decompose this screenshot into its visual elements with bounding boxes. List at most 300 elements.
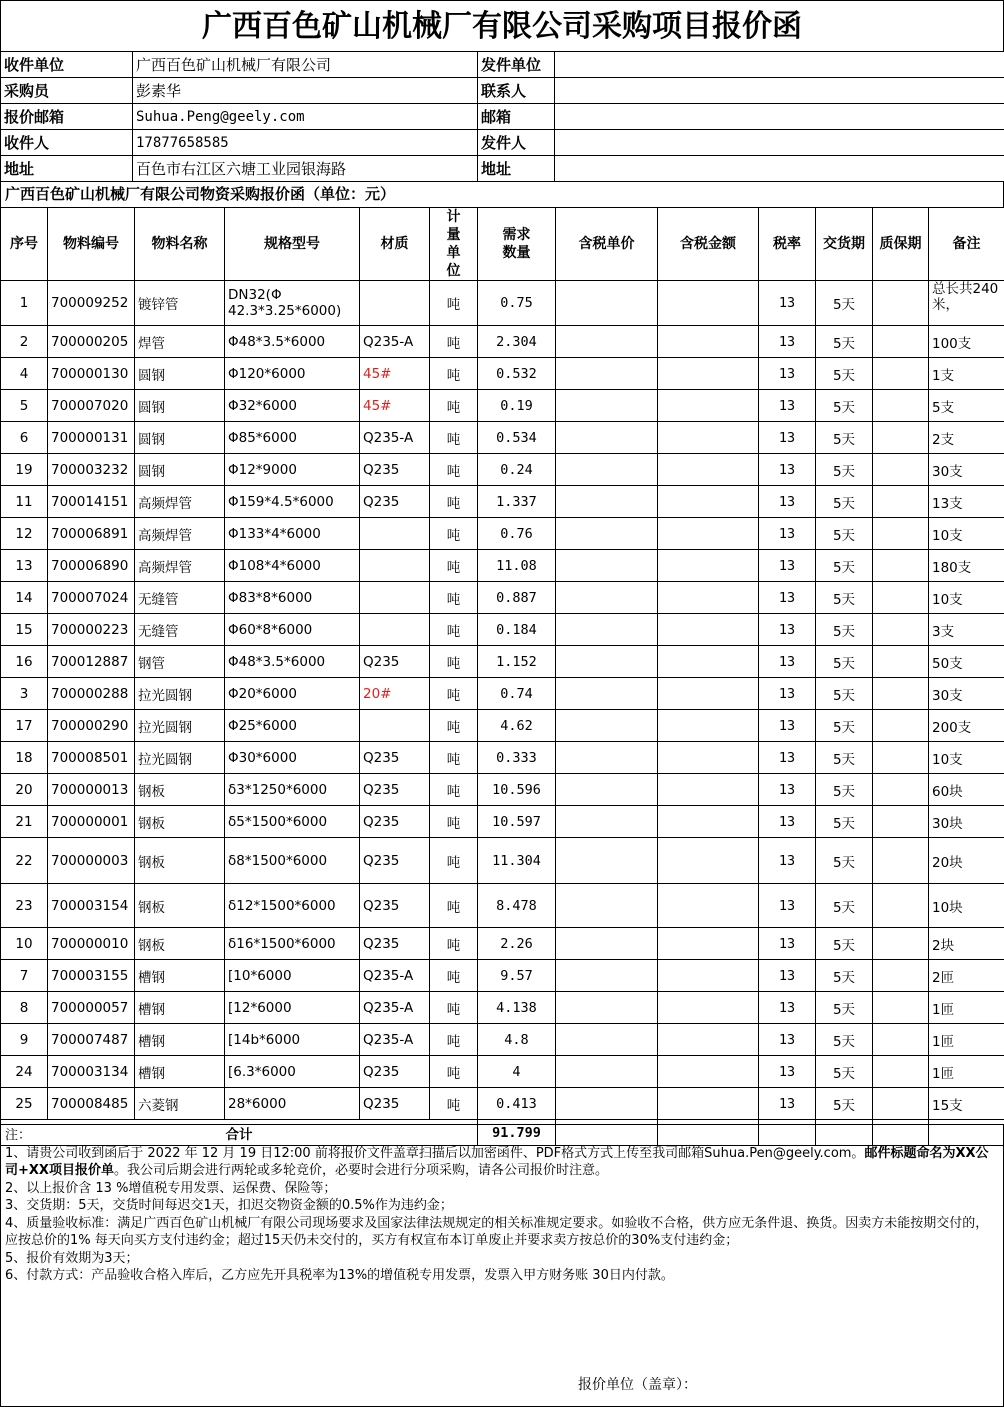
row-unit-price[interactable] [556,710,658,742]
row-name: 槽钢 [135,1024,225,1056]
row-spec: δ16*1500*6000 [225,928,360,960]
header-code: 物料编号 [48,208,135,281]
row-unit: 吨 [430,806,478,838]
row-spec: δ12*1500*6000 [225,884,360,928]
row-seq: 12 [1,518,48,550]
row-unit: 吨 [430,582,478,614]
row-name: 钢板 [135,884,225,928]
row-unit: 吨 [430,646,478,678]
row-amount[interactable] [658,806,759,838]
table-row [1,614,1004,646]
row-name: 钢板 [135,806,225,838]
row-remark: 15支 [929,1088,1004,1120]
row-material: Q235 [360,928,430,960]
row-name: 无缝管 [135,582,225,614]
note-1-a: 1、请贵公司收到函后于 2022 年 12 月 19 日12:00 前将报价文件盖章扫描后以加密函件、PDF格式方式上传至我司邮箱Suhua.Pen@geely.com。 [5,1145,865,1161]
row-seq: 16 [1,646,48,678]
signature-label: 报价单位（盖章）： [578,1377,697,1393]
row-tax: 13 [759,281,816,326]
row-delivery: 5天 [816,486,873,518]
row-code: 700006890 [48,550,135,582]
row-material: Q235 [360,486,430,518]
note-6: 6、付款方式：产品验收合格入库后，乙方应先开具税率为13%的增值税专用发票，发票入甲方财务账 30日内付款。 [5,1268,674,1283]
row-amount[interactable] [658,884,759,928]
contact-field[interactable] [555,78,1004,104]
row-seq: 4 [1,358,48,390]
row-unit: 吨 [430,710,478,742]
table-row [1,646,1004,678]
row-code: 700000131 [48,422,135,454]
row-qty: 9.57 [478,960,556,992]
row-spec: Φ30*6000 [225,742,360,774]
row-name: 圆钢 [135,358,225,390]
row-name: 圆钢 [135,454,225,486]
row-delivery: 5天 [816,1056,873,1088]
row-qty: 0.184 [478,614,556,646]
row-name: 槽钢 [135,992,225,1024]
row-remark: 30支 [929,454,1004,486]
row-seq: 19 [1,454,48,486]
table-row [1,582,1004,614]
row-unit-price[interactable] [556,960,658,992]
row-material: Q235 [360,1056,430,1088]
row-unit: 吨 [430,281,478,326]
sender-field[interactable] [555,130,1004,156]
row-unit: 吨 [430,422,478,454]
row-material: Q235-A [360,326,430,358]
row-warranty[interactable] [873,582,929,614]
row-remark: 10支 [929,742,1004,774]
row-remark: 200支 [929,710,1004,742]
table-row [1,358,1004,390]
row-remark: 总长共240米， [929,281,1004,326]
row-code: 700000205 [48,326,135,358]
row-seq: 17 [1,710,48,742]
row-warranty[interactable] [873,806,929,838]
row-amount[interactable] [658,390,759,422]
row-spec: Φ120*6000 [225,358,360,390]
row-spec: Φ32*6000 [225,390,360,422]
row-seq: 25 [1,1088,48,1120]
row-code: 700000057 [48,992,135,1024]
row-code: 700007024 [48,582,135,614]
row-unit-price[interactable] [556,1056,658,1088]
row-amount[interactable] [658,582,759,614]
row-seq: 20 [1,774,48,806]
row-name: 镀锌管 [135,281,225,326]
table-row [1,281,1004,326]
row-delivery: 5天 [816,884,873,928]
row-seq: 2 [1,326,48,358]
row-seq: 22 [1,838,48,884]
row-unit-price[interactable] [556,838,658,884]
row-material: Q235-A [360,422,430,454]
row-qty: 10.596 [478,774,556,806]
row-warranty[interactable] [873,1056,929,1088]
row-unit-price[interactable] [556,806,658,838]
row-spec: Φ85*6000 [225,422,360,454]
row-warranty[interactable] [873,550,929,582]
row-remark: 1支 [929,358,1004,390]
row-unit-price[interactable] [556,281,658,326]
row-spec: δ5*1500*6000 [225,806,360,838]
row-unit-price[interactable] [556,486,658,518]
row-delivery: 5天 [816,678,873,710]
notes-section [0,1124,1004,1407]
row-tax: 13 [759,1056,816,1088]
row-tax: 13 [759,486,816,518]
table-row [1,678,1004,710]
note-1-c: 。我公司后期会进行两轮或多轮竞价，必要时会进行分项采购，请各公司报价时注意。 [113,1163,608,1178]
row-code: 700012887 [48,646,135,678]
row-seq: 15 [1,614,48,646]
row-material: Q235 [360,806,430,838]
row-amount[interactable] [658,774,759,806]
row-name: 槽钢 [135,1056,225,1088]
row-unit-price[interactable] [556,646,658,678]
row-delivery: 5天 [816,960,873,992]
table-row [1,960,1004,992]
row-seq: 10 [1,928,48,960]
row-amount[interactable] [658,518,759,550]
table-row [1,774,1004,806]
row-amount[interactable] [658,454,759,486]
row-warranty[interactable] [873,614,929,646]
row-material [360,550,430,582]
row-warranty[interactable] [873,774,929,806]
row-delivery: 5天 [816,281,873,326]
row-remark: 30块 [929,806,1004,838]
row-unit-price[interactable] [556,1024,658,1056]
row-name: 钢板 [135,928,225,960]
row-amount[interactable] [658,992,759,1024]
row-unit: 吨 [430,390,478,422]
address-value: 百色市右江区六塘工业园银海路 [133,156,478,182]
row-remark: 20块 [929,838,1004,884]
header-warranty: 质保期 [873,208,929,281]
table-row [1,838,1004,884]
row-name: 圆钢 [135,422,225,454]
sender-unit-field[interactable] [555,52,1004,78]
row-material: Q235-A [360,960,430,992]
row-spec: Φ83*8*6000 [225,582,360,614]
row-amount[interactable] [658,742,759,774]
row-warranty[interactable] [873,678,929,710]
row-material [360,614,430,646]
row-name: 圆钢 [135,390,225,422]
row-name: 拉光圆钢 [135,710,225,742]
row-name: 六菱钢 [135,1088,225,1120]
row-seq: 21 [1,806,48,838]
row-warranty[interactable] [873,326,929,358]
row-code: 700000130 [48,358,135,390]
row-amount[interactable] [658,550,759,582]
row-delivery: 5天 [816,774,873,806]
row-warranty[interactable] [873,1024,929,1056]
row-unit-price[interactable] [556,390,658,422]
row-qty: 0.534 [478,422,556,454]
row-spec: δ3*1250*6000 [225,774,360,806]
header-info-table [0,51,1004,182]
row-amount[interactable] [658,928,759,960]
table-row [1,1056,1004,1088]
note-1 [5,1145,999,1180]
row-tax: 13 [759,710,816,742]
row-qty: 0.887 [478,582,556,614]
notes-heading: 注： [5,1128,32,1143]
address-label: 地址 [1,156,133,182]
row-material: Q235 [360,454,430,486]
row-unit-price[interactable] [556,1088,658,1120]
quote-email-label: 报价邮箱 [1,104,133,130]
row-spec: Φ48*3.5*6000 [225,326,360,358]
row-warranty[interactable] [873,281,929,326]
table-row [1,742,1004,774]
total-qty: 91.799 [478,1120,556,1146]
row-qty: 11.304 [478,838,556,884]
row-remark: 10支 [929,518,1004,550]
receiver-unit-value: 广西百色矿山机械厂有限公司 [133,52,478,78]
row-seq: 6 [1,422,48,454]
note-4: 4、质量验收标准：满足广西百色矿山机械厂有限公司现场要求及国家法律法规规定的相关标准规定要求。如验收不合格，供方应无条件退、换货。因卖方未能按期交付的，应按总价的1% 每天向买方支付违约金；超过15天仍未交付的，买方有权宣布本订单废止并要求卖方按总价的30%支付违约金； [5,1215,989,1248]
row-unit-price[interactable] [556,518,658,550]
header-unit: 计量单位 [430,208,478,281]
row-warranty[interactable] [873,1088,929,1120]
row-code: 700014151 [48,486,135,518]
row-unit-price[interactable] [556,678,658,710]
row-code: 700000010 [48,928,135,960]
row-amount[interactable] [658,326,759,358]
row-tax: 13 [759,1088,816,1120]
row-warranty[interactable] [873,454,929,486]
row-unit: 吨 [430,960,478,992]
row-delivery: 5天 [816,992,873,1024]
row-unit-price[interactable] [556,884,658,928]
row-warranty[interactable] [873,646,929,678]
header-seq: 序号 [1,208,48,281]
row-unit: 吨 [430,1056,478,1088]
sender-address-field[interactable] [555,156,1004,182]
row-name: 钢板 [135,774,225,806]
row-tax: 13 [759,838,816,884]
row-tax: 13 [759,1024,816,1056]
header-material: 材质 [360,208,430,281]
row-tax: 13 [759,928,816,960]
header-spec: 规格型号 [225,208,360,281]
row-warranty[interactable] [873,390,929,422]
header-amount: 含税金额 [658,208,759,281]
row-amount[interactable] [658,422,759,454]
row-warranty[interactable] [873,992,929,1024]
row-delivery: 5天 [816,422,873,454]
row-unit: 吨 [430,1024,478,1056]
row-warranty[interactable] [873,486,929,518]
row-seq: 14 [1,582,48,614]
row-tax: 13 [759,454,816,486]
row-unit-price[interactable] [556,358,658,390]
row-amount[interactable] [658,646,759,678]
row-amount[interactable] [658,1056,759,1088]
row-tax: 13 [759,774,816,806]
header-delivery: 交货期 [816,208,873,281]
row-amount[interactable] [658,678,759,710]
table-row [1,710,1004,742]
row-unit: 吨 [430,774,478,806]
row-delivery: 5天 [816,326,873,358]
row-amount[interactable] [658,358,759,390]
row-qty: 0.19 [478,390,556,422]
table-row [1,992,1004,1024]
row-delivery: 5天 [816,838,873,884]
row-spec: [6.3*6000 [225,1056,360,1088]
table-row [1,884,1004,928]
row-tax: 13 [759,742,816,774]
row-unit-price[interactable] [556,422,658,454]
row-delivery: 5天 [816,1088,873,1120]
row-delivery: 5天 [816,1024,873,1056]
row-seq: 11 [1,486,48,518]
row-warranty[interactable] [873,928,929,960]
row-seq: 1 [1,281,48,326]
row-material: Q235 [360,838,430,884]
row-code: 700000288 [48,678,135,710]
row-tax: 13 [759,992,816,1024]
row-remark: 2支 [929,422,1004,454]
row-unit: 吨 [430,486,478,518]
row-delivery: 5天 [816,928,873,960]
header-qty: 需求数量 [478,208,556,281]
row-unit: 吨 [430,838,478,884]
row-amount[interactable] [658,614,759,646]
row-spec: Φ12*9000 [225,454,360,486]
row-unit-price[interactable] [556,928,658,960]
row-spec: [14b*6000 [225,1024,360,1056]
row-material [360,281,430,326]
row-unit-price[interactable] [556,326,658,358]
row-name: 无缝管 [135,614,225,646]
row-unit: 吨 [430,884,478,928]
row-warranty[interactable] [873,518,929,550]
row-seq: 9 [1,1024,48,1056]
row-warranty[interactable] [873,742,929,774]
row-tax: 13 [759,678,816,710]
row-warranty[interactable] [873,358,929,390]
row-code: 700008501 [48,742,135,774]
row-qty: 0.76 [478,518,556,550]
row-delivery: 5天 [816,614,873,646]
row-qty: 0.333 [478,742,556,774]
row-unit-price[interactable] [556,614,658,646]
row-delivery: 5天 [816,550,873,582]
row-code: 700000223 [48,614,135,646]
row-unit-price[interactable] [556,550,658,582]
row-warranty[interactable] [873,884,929,928]
row-amount[interactable] [658,960,759,992]
row-delivery: 5天 [816,806,873,838]
row-material [360,582,430,614]
row-seq: 23 [1,884,48,928]
row-qty: 0.74 [478,678,556,710]
row-tax: 13 [759,960,816,992]
row-amount[interactable] [658,281,759,326]
row-amount[interactable] [658,1088,759,1120]
row-code: 700003155 [48,960,135,992]
row-name: 拉光圆钢 [135,678,225,710]
row-material: Q235 [360,884,430,928]
row-amount[interactable] [658,838,759,884]
table-row [1,486,1004,518]
row-remark: 180支 [929,550,1004,582]
row-warranty[interactable] [873,960,929,992]
note-1-b: 邮件标题命名为XX公司+XX项目报价单 [5,1145,989,1178]
row-unit: 吨 [430,550,478,582]
row-unit-price[interactable] [556,742,658,774]
address-label-2: 地址 [478,156,555,182]
note-2: 2、以上报价含 13 %增值税专用发票、运保费、保险等； [5,1180,337,1196]
row-spec: δ8*1500*6000 [225,838,360,884]
row-unit: 吨 [430,992,478,1024]
row-material: Q235-A [360,992,430,1024]
row-material: Q235 [360,742,430,774]
row-seq: 3 [1,678,48,710]
table-row [1,1088,1004,1120]
row-spec: DN32(Φ 42.3*3.25*6000) [225,281,360,326]
row-delivery: 5天 [816,646,873,678]
items-table [0,207,1004,1146]
row-remark: 50支 [929,646,1004,678]
row-amount[interactable] [658,1024,759,1056]
row-warranty[interactable] [873,422,929,454]
row-remark: 30支 [929,678,1004,710]
row-remark: 2匝 [929,960,1004,992]
row-name: 钢板 [135,838,225,884]
row-delivery: 5天 [816,582,873,614]
row-remark: 5支 [929,390,1004,422]
row-name: 槽钢 [135,960,225,992]
row-material: Q235 [360,646,430,678]
row-unit-price[interactable] [556,582,658,614]
contact-label: 联系人 [478,78,555,104]
row-remark: 3支 [929,614,1004,646]
row-amount[interactable] [658,710,759,742]
row-warranty[interactable] [873,710,929,742]
row-qty: 0.24 [478,454,556,486]
email-field[interactable] [555,104,1004,130]
row-unit-price[interactable] [556,454,658,486]
row-qty: 1.337 [478,486,556,518]
row-unit-price[interactable] [556,992,658,1024]
row-qty: 8.478 [478,884,556,928]
row-remark: 60块 [929,774,1004,806]
row-warranty[interactable] [873,838,929,884]
row-unit-price[interactable] [556,774,658,806]
recipient-value: 17877658585 [133,130,478,156]
row-amount[interactable] [658,486,759,518]
row-qty: 10.597 [478,806,556,838]
row-qty: 0.413 [478,1088,556,1120]
row-unit: 吨 [430,614,478,646]
row-material: Q235 [360,774,430,806]
row-qty: 4.62 [478,710,556,742]
row-code: 700000001 [48,806,135,838]
row-unit: 吨 [430,928,478,960]
row-spec: Φ60*8*6000 [225,614,360,646]
row-name: 拉光圆钢 [135,742,225,774]
row-name: 高频焊管 [135,518,225,550]
table-row [1,454,1004,486]
row-qty: 4.8 [478,1024,556,1056]
row-qty: 4 [478,1056,556,1088]
